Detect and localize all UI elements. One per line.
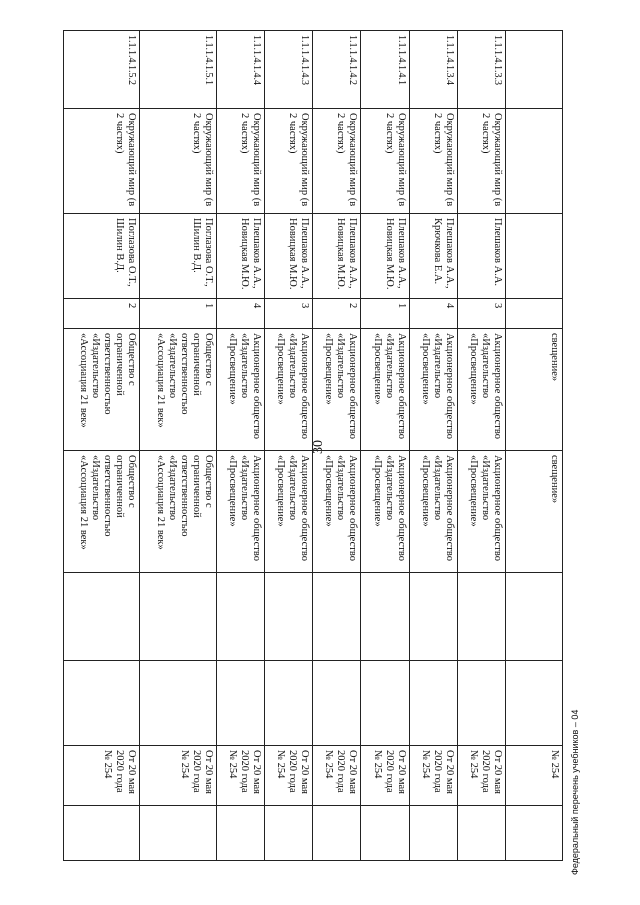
empty-cell [313,661,361,746]
title-cell: Окружающий мир (в 2 частях) [140,109,216,214]
publisher-cell: Акционерное общество «Издательство «Просвещение» [313,329,361,451]
order-cell: От 20 мая 2020 года № 254 [457,746,505,806]
header-cell [506,214,563,299]
empty-cell [457,661,505,746]
publisher-cell: Акционерное общество «Издательство «Просвещение» [265,329,313,451]
publisher-cell: Акционерное общество «Издательство «Просвещение» [361,329,409,451]
order-cell: От 20 мая 2020 года № 254 [409,746,457,806]
authors-cell: Поглазова О.Т., Шилин В.Д. [64,214,140,299]
publisher-cell: Общество с ограниченной ответственностью «Издательство «Ассоциация 21 век» [64,451,140,573]
publisher-cell: Акционерное общество «Издательство «Просвещение» [216,329,264,451]
header-cell [506,573,563,661]
header-cell: свещение» [506,451,563,573]
publisher-cell: Акционерное общество «Издательство «Просвещение» [265,451,313,573]
code-cell: 1.1.1.4.1.5.2 [64,31,140,109]
table-row [64,31,140,861]
grade-cell: 4 [216,299,264,329]
title-cell: Окружающий мир (в 2 частях) [361,109,409,214]
authors-cell: Поглазова О.Т., Шилин В.Д. [140,214,216,299]
title-cell: Окружающий мир (в 2 частях) [457,109,505,214]
empty-cell [457,573,505,661]
empty-cell [265,661,313,746]
empty-cell [313,573,361,661]
header-cell [506,299,563,329]
grade-cell: 1 [361,299,409,329]
header-row [506,31,563,861]
empty-cell [64,573,140,661]
empty-cell [265,573,313,661]
empty-cell [216,573,264,661]
publisher-cell: Общество с ограниченной ответственностью «Издательство «Ассоциация 21 век» [140,451,216,573]
order-cell: От 20 мая 2020 года № 254 [313,746,361,806]
authors-cell: Плешаков А.А., Новицкая М.Ю. [265,214,313,299]
publisher-cell: Акционерное общество «Издательство «Просвещение» [457,329,505,451]
grade-cell: 2 [64,299,140,329]
title-cell: Окружающий мир (в 2 частях) [265,109,313,214]
code-cell: 1.1.1.4.1.4.4 [216,31,264,109]
table-row [140,31,216,861]
code-cell: 1.1.1.4.1.5.1 [140,31,216,109]
footer-note: Федеральный перечень учебников – 04 [570,709,580,875]
header-cell [506,31,563,109]
publisher-cell: Общество с ограниченной ответственностью «Издательство «Ассоциация 21 век» [140,329,216,451]
order-cell: От 20 мая 2020 года № 254 [140,746,216,806]
title-cell: Окружающий мир (в 2 частях) [409,109,457,214]
authors-cell: Плешаков А.А., Крючкова Е.А. [409,214,457,299]
empty-cell [409,661,457,746]
order-cell: От 20 мая 2020 года № 254 [64,746,140,806]
publisher-cell: Акционерное общество «Издательство «Просвещение» [457,451,505,573]
empty-cell [216,661,264,746]
table-row [457,31,505,861]
publisher-cell: Акционерное общество «Издательство «Просвещение» [409,329,457,451]
textbook-table [63,30,563,861]
table-body [64,31,563,861]
grade-cell: 2 [313,299,361,329]
title-cell: Окружающий мир (в 2 частях) [216,109,264,214]
empty-cell [216,806,264,861]
publisher-cell: Акционерное общество «Издательство «Просвещение» [216,451,264,573]
publisher-cell: Акционерное общество «Издательство «Просвещение» [361,451,409,573]
authors-cell: Плешаков А.А., Новицкая М.Ю. [313,214,361,299]
grade-cell: 4 [409,299,457,329]
header-cell: свещение» [506,329,563,451]
empty-cell [409,573,457,661]
empty-cell [361,573,409,661]
grade-cell: 3 [457,299,505,329]
empty-cell [140,806,216,861]
header-cell [506,806,563,861]
code-cell: 1.1.1.4.1.4.1 [361,31,409,109]
empty-cell [64,806,140,861]
authors-cell: Плешаков А.А. [457,214,505,299]
empty-cell [361,661,409,746]
header-cell: № 254 [506,746,563,806]
empty-cell [361,806,409,861]
authors-cell: Плешаков А.А., Новицкая М.Ю. [216,214,264,299]
empty-cell [457,806,505,861]
grade-cell: 3 [265,299,313,329]
page-number: 30 [311,440,326,454]
table-row [361,31,409,861]
code-cell: 1.1.1.4.1.3.4 [409,31,457,109]
empty-cell [64,661,140,746]
title-cell: Окружающий мир (в 2 частях) [64,109,140,214]
authors-cell: Плешаков А.А., Новицкая М.Ю. [361,214,409,299]
empty-cell [409,806,457,861]
order-cell: От 20 мая 2020 года № 254 [361,746,409,806]
publisher-cell: Акционерное общество «Издательство «Просвещение» [313,451,361,573]
header-cell [506,661,563,746]
grade-cell: 1 [140,299,216,329]
code-cell: 1.1.1.4.1.4.3 [265,31,313,109]
empty-cell [140,573,216,661]
code-cell: 1.1.1.4.1.3.3 [457,31,505,109]
title-cell: Окружающий мир (в 2 частях) [313,109,361,214]
code-cell: 1.1.1.4.1.4.2 [313,31,361,109]
table-row [409,31,457,861]
empty-cell [313,806,361,861]
textbook-table-wrapper [63,30,563,860]
table-row [313,31,361,861]
order-cell: От 20 мая 2020 года № 254 [216,746,264,806]
empty-cell [140,661,216,746]
table-row [216,31,264,861]
header-cell [506,109,563,214]
empty-cell [265,806,313,861]
order-cell: От 20 мая 2020 года № 254 [265,746,313,806]
publisher-cell: Акционерное общество «Издательство «Просвещение» [409,451,457,573]
table-row [265,31,313,861]
publisher-cell: Общество с ограниченной ответственностью «Издательство «Ассоциация 21 век» [64,329,140,451]
